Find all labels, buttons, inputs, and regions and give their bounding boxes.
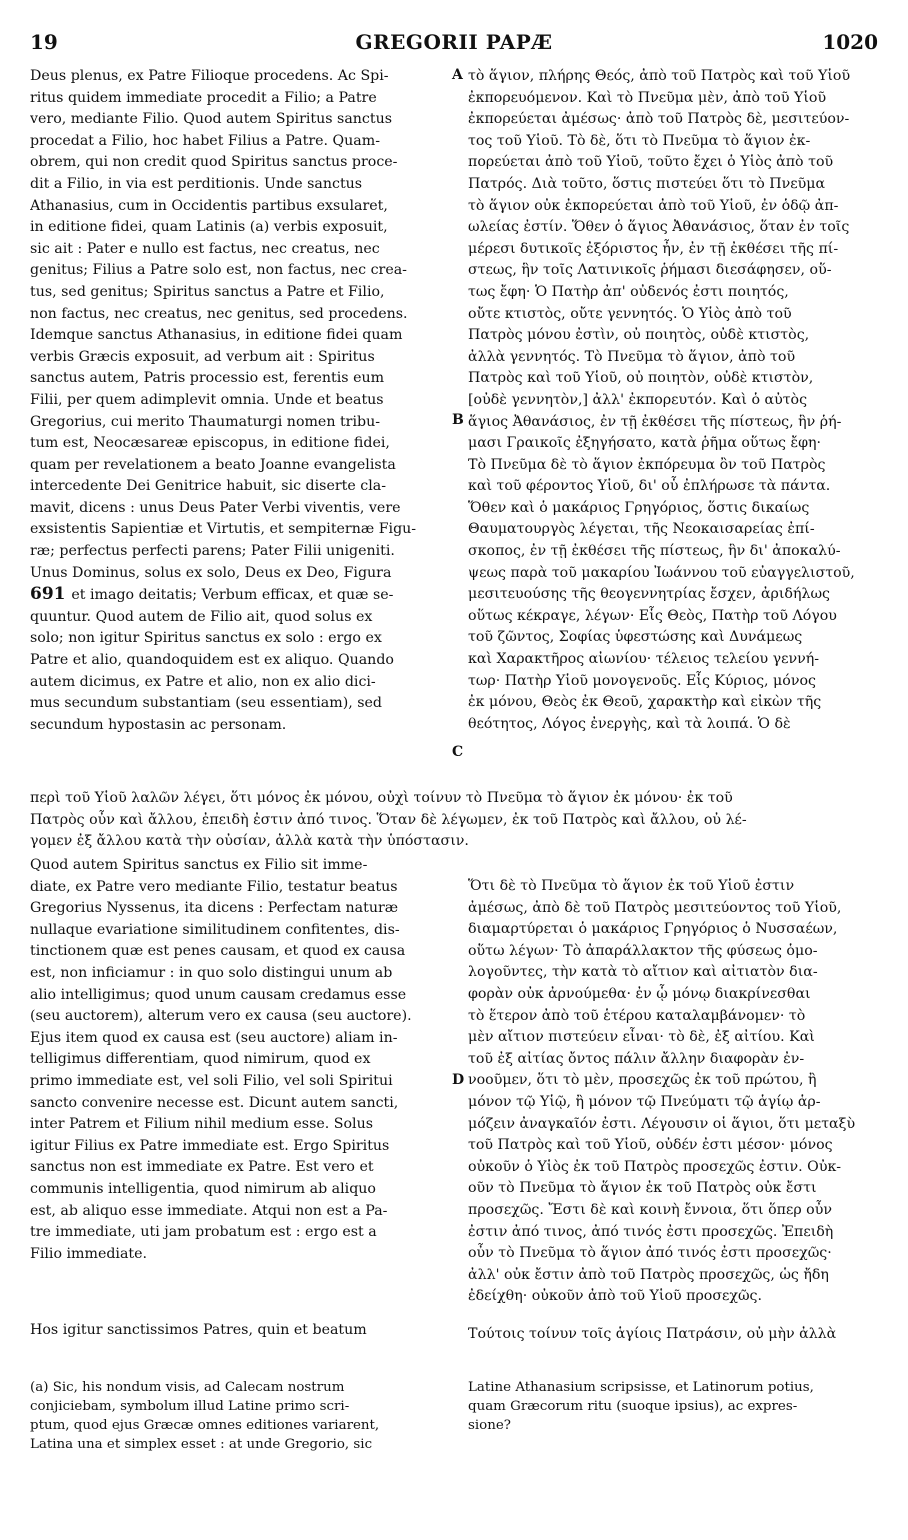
text-line: inter Patrem et Filium nihil medium esse. Solus [30,1116,373,1133]
text-line: τὸ ἕτερον ἀπὸ τοῦ ἑτέρου καταλαμβάνομεν· τὸ [468,1007,806,1024]
running-title: GREGORII PAPÆ [355,30,553,54]
text-line: dit a Filio, in via est perditionis. Unde sanctus [30,175,363,192]
text-line: προσεχῶς. Ἔστι δὲ καὶ κοινὴ ἔννοια, ὅτι ὅπερ οὖν [468,1201,832,1218]
text-line: exsistentis Sapientiæ et Virtutis, et sempiternæ Figu- [30,521,417,538]
footnote-line: sione? [468,1418,511,1433]
text-line: οῦν τὸ Πνεῦμα τὸ ἅγιον ἐκ τοῦ Πατρὸς οὐκ ἔστι [468,1180,817,1197]
text-line: μόνον τῷ Υἱῷ, ἢ μόνον τῷ Πνεύματι τῷ ἁγίῳ ἁρ- [468,1093,821,1110]
text-line: φορὰν οὐκ ἀρνούμεθα· ἐν ᾧ μόνῳ διακρίνεσθαι [468,985,811,1002]
text-line: ræ; perfectus perfecti parens; Pater Filii unigeniti. [30,543,395,560]
footnote-line: Latine Athanasium scripsisse, et Latinorum potius, [468,1380,814,1395]
text-line: sancto convenire necesse est. Dicunt autem sancti, [30,1094,399,1111]
text-line: Filio immediate. [30,1245,148,1262]
text-line: Filii, per quem adimplevit omnia. Unde et beatus [30,391,384,408]
text-line: τὸ ἅγιον, πλήρης Θεός, ἀπὸ τοῦ Πατρὸς καὶ τοῦ Υἱοῦ [468,68,851,84]
text-line: sanctus autem, Patris processio est, ferentis eum [30,370,385,387]
text-line: genitus; Filius a Patre solo est, non factus, nec crea- [30,262,407,279]
page-number-right: 1020 [822,30,878,54]
text-line: diate, ex Patre vero mediante Filio, testatur beatus [30,878,398,895]
column-number: 691 [30,584,72,605]
footnote-left [30,1378,448,1454]
text-line: ἀλλ' οὐκ ἔστιν ἀπὸ τοῦ Πατρὸς προσεχῶς, ὡς ἤδη [468,1266,829,1283]
text-line: tum est, Neocæsareæ episcopus, in editione fidei, [30,435,390,452]
text-line: mavit, dicens : unus Deus Pater Verbi viventis, vere [30,499,401,516]
text-line: non factus, nec creatus, nec genitus, sed procedens. [30,305,408,322]
text-line: (seu auctorem), alterum vero ex causa (seu auctore). [30,1008,412,1025]
text-line: tinctionem quæ est penes causam, et quod ex causa [30,943,406,960]
text-line: solo; non igitur Spiritus sanctus ex solo : ergo ex [30,630,382,647]
text-line: οὕτως κέκραγε, λέγων· Εἷς Θεὸς, Πατὴρ τοῦ Λόγου [468,607,837,624]
text-line: nullaque evariatione similitudinem confitentes, dis- [30,921,400,938]
text-line: telligimus differentiam, quod nimirum, quod ex [30,1051,371,1068]
text-line: mus secundum substantiam (seu essentiam), sed [30,695,383,712]
text-line: Ὅθεν καὶ ὁ μακάριος Γρηγόριος, ὅστις δικαίως [468,499,810,516]
text-line: οὐκοῦν ὁ Υἱὸς ἐκ τοῦ Πατρὸς προσεχῶς ἐστιν. Οὐκ- [468,1158,842,1175]
text-line: νοοῦμεν, ὅτι τὸ μὲν, προσεχῶς ἐκ τοῦ πρώτου, ἢ [468,1072,817,1089]
greek-column-top [468,66,878,735]
text-line: στεως, ἣν τοῖς Λατινικοῖς ῥήμασι διεσάφησεν, οὕ- [468,262,832,279]
text-line: Gregorius Nyssenus, ita dicens : Perfectam naturæ [30,900,399,917]
text-line: τοῦ ἐξ αἰτίας ὄντος πάλιν ἄλλην διαφορὰν ἐν- [468,1050,805,1067]
footnote-line: ptum, quod ejus Græcæ omnes editiones variarent, [30,1418,380,1433]
page-number-left: 19 [30,30,58,54]
text-line: τοῦ Πατρὸς καὶ τοῦ Υἱοῦ, οὐδέν ἐστι μέσον· μόνος [468,1137,833,1154]
text-line: τὸ ἅγιον οὐκ ἐκπορεύεται ἀπὸ τοῦ Υἱοῦ, ἐν ὁδῷ ἀπ- [468,197,839,214]
footnote-line: quam Græcorum ritu (suoque ipsius), ac expres- [468,1399,798,1414]
text-line: γομεν ἐξ ἄλλου κατὰ τὴν οὐσίαν, ἀλλὰ κατὰ τὴν ὑπόστασιν. [30,833,469,850]
text-line: Deus plenus, ex Patre Filioque procedens. Ac Spi- [30,68,389,84]
greek-column-bottom [468,876,878,1308]
margin-marker-b: B [452,412,464,428]
text-line: quuntur. Quod autem de Filio ait, quod solus ex [30,608,373,625]
footnote-line: (a) Sic, his nondum visis, ad Calecam nostrum [30,1380,345,1395]
text-line: καὶ τοῦ φέροντος Υἱοῦ, δι' οὗ ἐπλήρωσε τὰ πάντα. [468,478,831,495]
text-line: τωρ· Πατὴρ Υἱοῦ μονογενοῦς. Εἷς Κύριος, μόνος [468,672,816,689]
text-line: οὔτε κτιστὸς, οὔτε γεννητός. Ὁ Υἱὸς ἀπὸ τοῦ [468,305,792,322]
text-line: ἐκπορευόμενον. Καὶ τὸ Πνεῦμα μὲν, ἀπὸ τοῦ Υἱοῦ [468,89,827,106]
text-line: Πατρός. Διὰ τοῦτο, ὅστις πιστεύει ὅτι τὸ Πνεῦμα [468,175,826,192]
text-line: secundum hypostasin ac personam. [30,716,287,733]
text-line: sic ait : Pater e nullo est factus, nec creatus, nec [30,240,380,257]
text-line: verbis Græcis exposuit, ad verbum ait : Spiritus [30,348,375,365]
latin-closing-line: Hos igitur sanctissimos Patres, quin et beatum [30,1322,367,1338]
text-line: Πατρὸς καὶ τοῦ Υἱοῦ, οὐ ποιητὸν, οὐδὲ κτιστὸν, [468,370,814,387]
text-line: ἐστιν ἀπό τινος, ἀπό τινός ἐστι προσεχῶς. Ἐπειδὴ [468,1223,834,1240]
text-line: τος τοῦ Υἱοῦ. Τὸ δὲ, ὅτι τὸ Πνεῦμα τὸ ἅγιον ἐκ- [468,132,811,149]
text-line: [οὐδὲ γεννητὸν,] ἀλλ' ἐκπορευτόν. Καὶ ὁ αὐτὸς [468,391,808,408]
footnote-line: conjiciebam, symbolum illud Latine primo scri- [30,1399,350,1414]
text-line: ritus quidem immediate procedit a Filio; a Patre [30,89,377,106]
text-line: alio intelligimus; quod unum causam credamus esse [30,986,407,1003]
text-line: ψεως παρὰ τοῦ μακαρίου Ἰωάννου τοῦ εὐαγγελιστοῦ, [468,564,855,581]
text-line: primo immediate est, vel soli Filio, vel soli Spiritui [30,1072,393,1089]
greek-closing-line: Τούτοις τοίνυν τοῖς ἁγίοις Πατράσιν, οὐ μὴν ἀλλὰ [468,1326,837,1342]
text-line: διαμαρτύρεται ὁ μακάριος Γρηγόριος ὁ Νυσσαέων, [468,921,838,938]
text-line: ἀλλὰ γεννητός. Τὸ Πνεῦμα τὸ ἅγιον, ἀπὸ τοῦ [468,348,796,365]
text-line: μεσιτευούσης τῆς θεογεννητρίας ἔσχεν, ἀριδήλως [468,586,830,603]
text-line: Ejus item quod ex causa est (seu auctore) aliam in- [30,1029,398,1046]
text-line: μὲν αἴτιον πιστεύειν εἶναι· τὸ δὲ, ἐξ αἰτίου. Καὶ [468,1029,815,1046]
text-line: Athanasius, cum in Occidentis partibus exsularet, [30,197,388,214]
text-line: tre immediate, uti jam probatum est : ergo est a [30,1224,377,1241]
text-line: Unus Dominus, solus ex solo, Deus ex Deo, Figura [30,564,392,581]
text-line: communis intelligentia, quod nimirum ab aliquo [30,1180,376,1197]
text-line: τοῦ ζῶντος, Σοφίας ὑφεστώσης καὶ Δυνάμεως [468,629,803,646]
text-line: μασι Γραικοῖς ἐξηγήσατο, κατὰ ῥῆμα οὕτως ἔφη· [468,435,822,452]
page-header [30,30,878,64]
text-line: ἐκπορεύεται ἀμέσως· ἀπὸ τοῦ Πατρὸς δὲ, μεσιτεύον- [468,111,850,128]
text-line: procedat a Filio, hoc habet Filius a Patre. Quam- [30,132,380,149]
text-line: quam per revelationem a beato Joanne evangelista [30,456,396,473]
text-line: Quod autem Spiritus sanctus ex Filio sit imme- [30,857,368,873]
margin-marker-c: C [452,744,464,760]
latin-column-bottom [30,855,448,1265]
text-line: sanctus non est immediate ex Patre. Est vero et [30,1159,374,1176]
text-line: περὶ τοῦ Υἱοῦ λαλῶν λέγει, ὅτι μόνος ἐκ μόνου, οὐχὶ τοίνυν τὸ Πνεῦμα τὸ ἅγιον ἐκ μόνου· ἐκ τοῦ [30,790,733,806]
text-line: igitur Filius ex Patre immediate est. Ergo Spiritus [30,1137,390,1154]
text-line: tus, sed genitus; Spiritus sanctus a Patre et Filio, [30,283,385,300]
footnote-line: Latina una et simplex esset : at unde Gregorio, sic [30,1437,373,1452]
text-line: Gregorius, cui merito Thaumaturgi nomen tribu- [30,413,381,430]
text-line: ἐκ μόνου, Θεὸς ἐκ Θεοῦ, χαρακτὴρ καὶ εἰκὼν τῆς [468,694,822,711]
text-line: Idemque sanctus Athanasius, in editione fidei quam [30,327,403,344]
text-line: πορεύεται ἀπὸ τοῦ Υἱοῦ, τοῦτο ἔχει ὁ Υἱὸς ἀπὸ τοῦ [468,154,834,171]
margin-marker-d: D [452,1072,465,1088]
greek-full-width-passage [30,788,878,853]
text-line: μόζειν ἀναγκαῖόν ἐστι. Λέγουσιν οἱ ἅγιοι, ὅτι μεταξὺ [468,1115,856,1132]
text-line: μέρεσι δυτικοῖς ἐξόριστος ἦν, ἐν τῇ ἐκθέσει τῆς πί- [468,240,839,257]
latin-column-top [30,66,448,736]
text-line: τως ἔφη· Ὁ Πατὴρ ἀπ' οὐδενός ἐστι ποιητός, [468,283,789,300]
text-line: est, non inficiamur : in quo solo distingui unum ab [30,964,393,981]
footnote-right [468,1378,878,1435]
text-line: ἐδείχθη· οὐκοῦν ἀπὸ τοῦ Υἱοῦ προσεχῶς. [468,1288,763,1305]
text-line: in editione fidei, quam Latinis (a) verbis exposuit, [30,219,388,236]
text-line: ωλείας ἐστίν. Ὅθεν ὁ ἅγιος Ἀθανάσιος, ὅταν ἐν τοῖς [468,219,850,236]
text-line: obrem, qui non credit quod Spiritus sanctus proce- [30,154,398,171]
text-line: autem dicimus, ex Patre et alio, non ex alio dici- [30,673,376,690]
text-line: Θαυματουργὸς λέγεται, τῆς Νεοκαισαρείας ἐπί- [468,521,815,538]
text-line: est, ab aliquo esse immediate. Atqui non est a Pa- [30,1202,388,1219]
text-line: Τὸ Πνεῦμα δὲ τὸ ἅγιον ἐκπόρευμα ὂν τοῦ Πατρὸς [468,456,826,473]
text-line: intercedente Dei Genitrice habuit, sic diserte cla- [30,478,386,495]
text-line: καὶ Χαρακτῆρος αἰωνίου· τέλειος τελείου γεννή- [468,651,820,668]
text-line: Patre et alio, quandoquidem est ex aliquo. Quando [30,652,394,669]
text-line: λογοῦντες, τὴν κατὰ τὸ αἴτιον καὶ αἰτιατὸν δια- [468,964,818,981]
margin-marker-a: A [452,67,463,83]
text-line: Ὅτι δὲ τὸ Πνεῦμα τὸ ἅγιον ἐκ τοῦ Υἱοῦ ἐστιν [468,878,795,894]
text-line: ἀμέσως, ἀπὸ δὲ τοῦ Πατρὸς μεσιτεύοντος τοῦ Υἱοῦ, [468,899,842,916]
text-line: ἅγιος Ἀθανάσιος, ἐν τῇ ἐκθέσει τῆς πίστεως, ἣν ῥή- [468,413,842,430]
text-line: οὖν τὸ Πνεῦμα τὸ ἅγιον ἀπό τινός ἐστι προσεχῶς· [468,1245,832,1262]
text-line: Πατρὸς μόνου ἐστὶν, οὐ ποιητὸς, οὐδὲ κτιστὸς, [468,327,810,344]
text-line: οὕτω λέγων· Τὸ ἀπαράλλακτον τῆς φύσεως ὁμο- [468,942,818,959]
text-line: θεότητος, Λόγος ἐνεργὴς, καὶ τὰ λοιπά. Ὁ δὲ [468,715,791,732]
text-line: 691 et imago deitatis; Verbum efficax, et quæ se- [30,584,394,605]
text-line: vero, mediante Filio. Quod autem Spiritus sanctus [30,111,392,128]
text-line: σκοπος, ἐν τῇ ἐκθέσει τῆς πίστεως, ἣν δι' ἀποκαλύ- [468,543,841,560]
text-line: Πατρὸς οὖν καὶ ἄλλου, ἐπειδὴ ἐστιν ἀπό τινος. Ὅταν δὲ λέγωμεν, ἐκ τοῦ Πατρὸς καὶ ἄλλου, οὐ λέ- [30,811,747,828]
